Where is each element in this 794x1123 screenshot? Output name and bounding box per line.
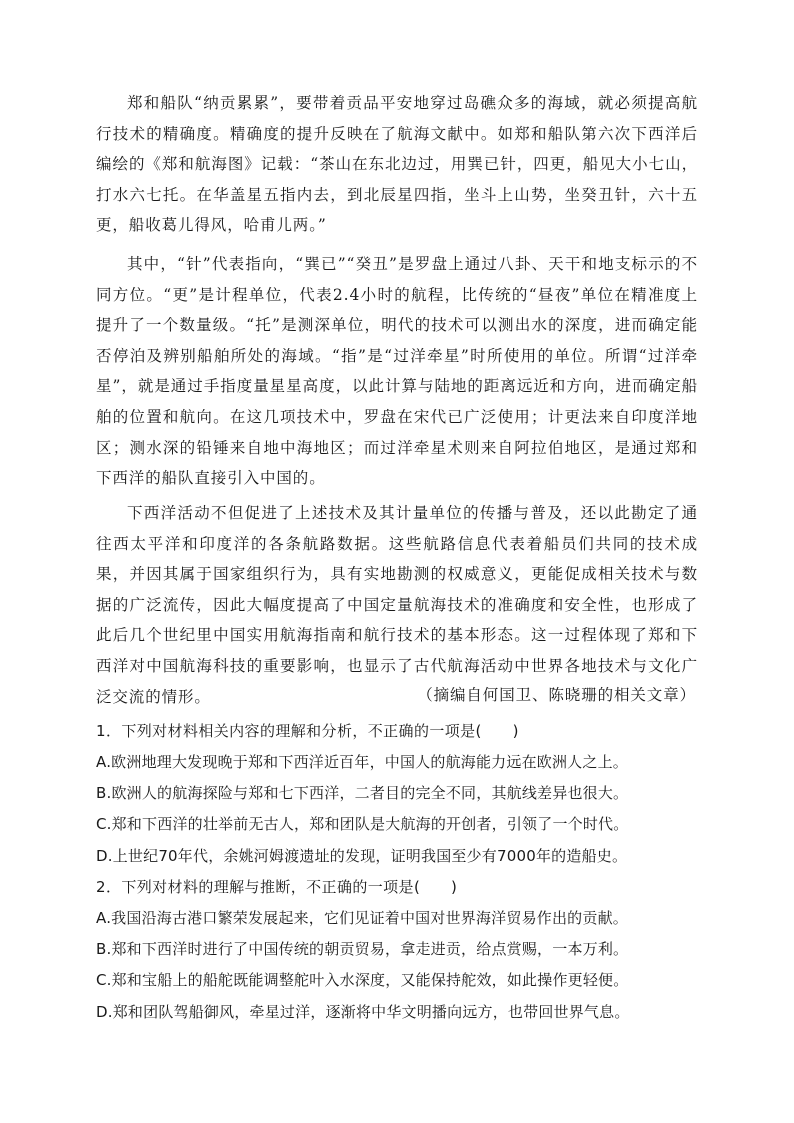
question-2-option-c: C.郑和宝船上的船舵既能调整舵叶入水深度，又能保持舵效，如此操作更轻便。	[96, 971, 629, 989]
passage-source: （摘编自何国卫、陈晓珊的相关文章）	[417, 686, 696, 704]
question-1-option-d: D.上世纪70年代，余姚河姆渡遗址的发现，证明我国至少有7000年的造船史。	[96, 847, 628, 865]
passage-paragraph-2: 其中，“针”代表指向，“巽已”“癸丑”是罗盘上通过八卦、天干和地支标示的不同方位。“更”是计程单位，代表2.4小时的航程，比传统的“昼夜”单位在精准度上提升了一个数量级。“托”是测深单位，明代的技术可以测出水的深度，进而确定能否停泊及辨别船舶所处的海域。“指”是“过洋牵星”时所使用的单位。所谓“过洋牵星”，就是通过手指度量星星高度，以此计算与陆地的距离远近和方向，进而确定船舶的位置和航向。在这几项技术中，罗盘在宋代已广泛使用；计更法来自印度洋地区；测水深的铅锤来自地中海地区；而过洋牵星术则来自阿拉伯地区，是通过郑和下西洋的船队直接引入中国的。	[96, 255, 698, 488]
question-1-stem: 1．下列对材料相关内容的理解和分析，不正确的一项是( )	[96, 722, 519, 740]
question-2-stem: 2．下列对材料的理解与推断，不正确的一项是( )	[96, 878, 458, 896]
question-1-option-a: A.欧洲地理大发现晚于郑和下西洋近百年，中国人的航海能力远在欧洲人之上。	[96, 753, 628, 771]
question-2-option-b: B.郑和下西洋时进行了中国传统的朝贡贸易，拿走进贡，给点赏赐，一本万利。	[96, 940, 629, 958]
question-2-option-d: D.郑和团队驾船御风，牵星过洋，逐渐将中华文明播向远方，也带回世界气息。	[96, 1003, 630, 1021]
question-2-option-a: A.我国沿海古港口繁荣发展起来，它们见证着中国对世界海洋贸易作出的贡献。	[96, 909, 628, 927]
passage-paragraph-3: 下西洋活动不但促进了上述技术及其计量单位的传播与普及，还以此勘定了通往西太平洋和印度洋的各条航路数据。这些航路信息代表着船员们共同的技术成果，并因其属于国家组织行为，具有实地勘测的权威意义，更能促成相关技术与数据的广泛流传，因此大幅度提高了中国定量航海技术的准确度和安全性，也形成了此后几个世纪里中国实用航海指南和航行技术的基本形态。这一过程体现了郑和下西洋对中国航海科技的重要影响，也显示了古代航海活动中世界各地技术与文化广泛交流的情形。	[96, 504, 698, 706]
question-1-option-c: C.郑和下西洋的壮举前无古人，郑和团队是大航海的开创者，引领了一个时代。	[96, 815, 629, 833]
passage-paragraph-1: 郑和船队“纳贡累累”，要带着贡品平安地穿过岛礁众多的海域，就必须提高航行技术的精确度。精确度的提升反映在了航海文献中。如郑和船队第六次下西洋后编绘的《郑和航海图》记载：“茶山在东北边过，用巽已针，四更，船见大小七山，打水六七托。在华盖星五指内去，到北辰星四指，坐斗上山势，坐癸丑针，六十五更，船收葛儿得风，哈甫儿两。”	[96, 94, 698, 235]
question-1-option-b: B.欧洲人的航海探险与郑和七下西洋，二者目的完全不同，其航线差异也很大。	[96, 784, 629, 802]
